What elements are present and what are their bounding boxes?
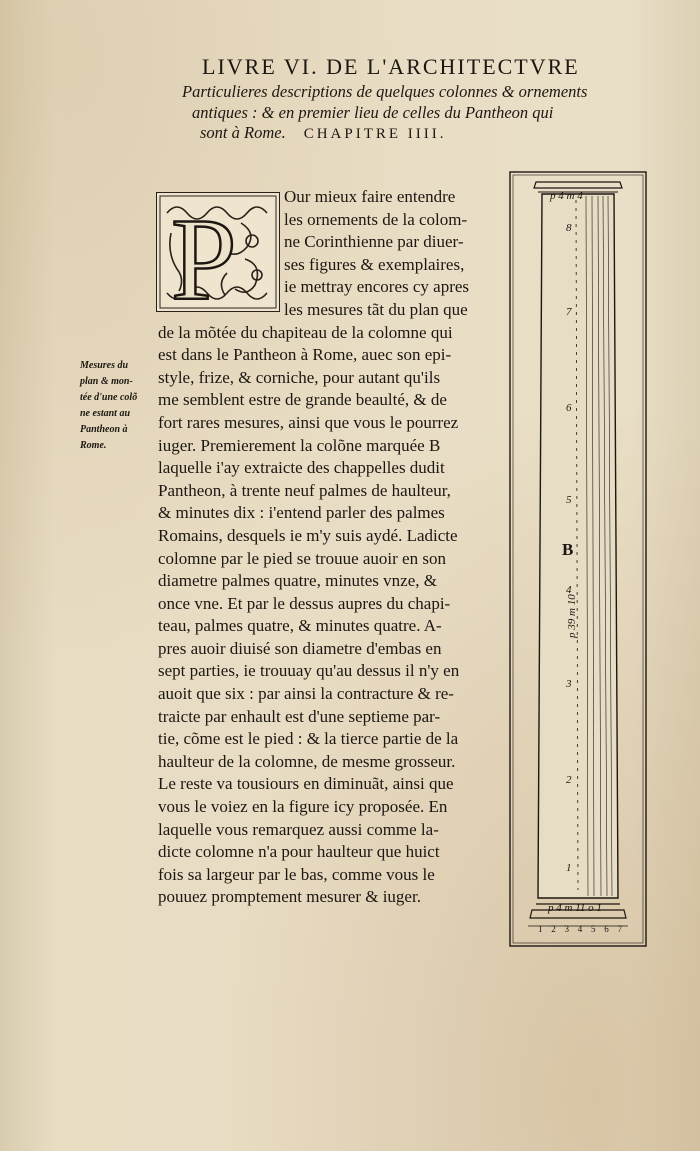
body-line: Le reste va tousiours en diminuãt, ainsi que: [158, 774, 454, 794]
column-drawing-icon: [508, 170, 648, 948]
base-scale-mark: 7: [617, 924, 622, 934]
body-line: auoit que six : par ainsi la contracture & re-: [158, 684, 454, 704]
body-line: ne Corinthienne par diuer-: [284, 232, 464, 252]
body-line: fort rares mesures, ainsi que vous le pourrez: [158, 412, 459, 432]
base-scale-mark: 1: [538, 924, 543, 934]
chapter-label: CHAPITRE IIII.: [303, 126, 447, 142]
height-mark: 7: [566, 306, 572, 318]
base-scale: [538, 924, 622, 934]
body-line: les ornements de la colom-: [284, 209, 468, 229]
body-line: & minutes dix : i'entend parler des palmes: [158, 503, 445, 523]
base-scale-mark: 6: [604, 924, 609, 934]
body-line: pouuez promptement mesurer & iuger.: [158, 887, 421, 907]
chapter-title: [180, 82, 640, 145]
body-line: colomne par le pied se trouue auoir en son: [158, 548, 446, 568]
height-mark: 6: [566, 402, 572, 414]
figure-top-label: p 4 m 4: [550, 190, 583, 202]
base-scale-mark: 5: [591, 924, 596, 934]
margin-note-line: Pantheon à: [80, 424, 128, 435]
height-mark: 2: [566, 774, 572, 786]
margin-note-line: ne estant au: [80, 408, 131, 419]
chapter-title-line-3-text: sont à Rome.: [200, 123, 286, 142]
body-line: dicte colomne n'a pour haulteur que huict: [158, 842, 440, 862]
body-line: laquelle i'ay extraicte des chappelles dudit: [158, 458, 445, 478]
height-mark: 1: [566, 862, 572, 874]
body-line: diametre palmes quatre, minutes vnze, &: [158, 571, 437, 591]
body-line: tie, cõme est le pied : & la tierce partie de la: [158, 729, 459, 749]
body-line: pres auoir diuisé son diametre d'embas en: [158, 638, 442, 658]
margin-note: [80, 358, 158, 454]
body-line: Pantheon, à trente neuf palmes de haulteur,: [158, 480, 451, 500]
body-line: ses figures & exemplaires,: [284, 254, 465, 274]
body-line: ie mettray encores cy apres: [284, 277, 470, 297]
base-scale-mark: 2: [551, 924, 556, 934]
body-line: me semblent estre de grande beaulté, & de: [158, 390, 447, 410]
chapter-title-line-3: [180, 123, 640, 145]
height-mark: 5: [566, 494, 572, 506]
margin-note-line: plan & mon-: [80, 376, 133, 387]
body-line: les mesures tãt du plan que: [284, 299, 468, 319]
body-line: est dans le Pantheon à Rome, auec son epi-: [158, 345, 452, 365]
base-scale-mark: 3: [564, 924, 569, 934]
figure-side-label: p 39 m 10: [566, 594, 578, 638]
margin-note-line: Mesures du: [80, 360, 129, 371]
body-line: vous le voiez en la figure icy proposée. En: [158, 797, 448, 817]
margin-note-line: Rome.: [80, 440, 107, 451]
body-line: once vne. Et par le dessus aupres du chapi-: [158, 593, 451, 613]
dropcap-letter: P: [171, 194, 237, 311]
body-line: style, frize, & corniche, pour autant qu'ils: [158, 367, 441, 387]
height-mark: 4: [566, 584, 572, 596]
margin-note-line: tée d'une colõ: [80, 392, 138, 403]
body-line: Romains, desquels ie m'y suis aydé. Ladicte: [158, 525, 458, 545]
chapter-title-line-2: antiques : & en premier lieu de celles du Pantheon qui: [192, 102, 554, 122]
figure-bottom-label: p 4 m 11 o 1: [548, 902, 602, 914]
body-line: de la mõtée du chapiteau de la colomne qui: [158, 322, 453, 342]
body-line: Our mieux faire entendre: [284, 187, 456, 206]
body-line: traicte par enhault est d'une septieme par-: [158, 706, 441, 726]
body-line: teau, palmes quatre, & minutes quatre. A-: [158, 616, 442, 636]
body-line: sept parties, ie trouuay qu'au dessus il n'y en: [158, 661, 460, 681]
body-text: [158, 186, 504, 909]
column-letter: B: [562, 540, 574, 559]
chapter-title-line-1: Particulieres descriptions de quelques colonnes & ornements: [182, 82, 588, 101]
height-mark: 8: [566, 222, 572, 234]
body-line: laquelle vous remarquez aussi comme la-: [158, 819, 439, 839]
body-line: haulteur de la colomne, de mesme grosseur.: [158, 751, 456, 771]
body-line: iuger. Premierement la colõne marquée B: [158, 435, 441, 455]
height-mark: 3: [566, 678, 572, 690]
body-line: fois sa largeur par le bas, comme vous le: [158, 864, 435, 884]
column-figure: [508, 170, 648, 948]
running-head: LIVRE VI. DE L'ARCHITECTVRE: [202, 54, 580, 79]
base-scale-mark: 4: [577, 924, 583, 934]
